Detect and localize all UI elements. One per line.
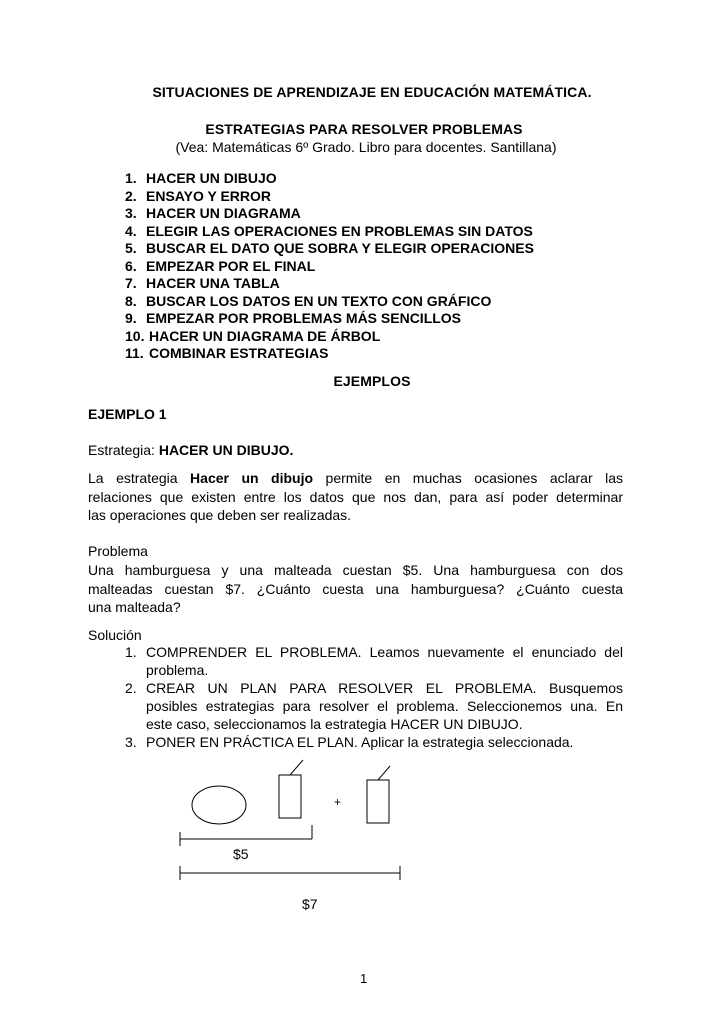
solution-label: Solución [88,627,142,643]
document-title: SITUACIONES DE APRENDIZAJE EN EDUCACIÓN MATEMÁTICA. [152,84,592,100]
examples-heading: EJEMPLOS [333,373,411,389]
list-item: 10. HACER UN DIAGRAMA DE ÁRBOL [125,327,381,344]
list-item: 1. HACER UN DIBUJO [125,170,277,186]
plus-sign: + [334,795,342,809]
milkshake-rect [279,775,301,818]
list-item: 6. EMPEZAR POR EL FINAL [125,257,316,274]
amount-five-label: $5 [233,846,249,862]
problem-label: Problema [88,543,148,559]
milkshake-rect [367,780,389,823]
list-item: 8. BUSCAR LOS DATOS EN UN TEXTO CON GRÁFICO [125,292,492,309]
amount-seven-label: $7 [302,896,318,912]
list-item: 5. BUSCAR EL DATO QUE SOBRA Y ELEGIR OPERACIONES [125,240,534,256]
example-heading: EJEMPLO 1 [88,406,167,422]
problem-paragraph: Una hamburguesa y una malteada cuestan $5. Una hamburguesa con dos malteadas cuestan $7. ¿Cuánto cuesta una hamburguesa? ¿Cuánto cuesta una malteada? [88,562,623,615]
document-page: SITUACIONES DE APRENDIZAJE EN EDUCACIÓN MATEMÁTICA. ESTRATEGIAS PARA RESOLVER PROBLEMAS (Vea: Matemáticas 6º Grado. Libro para docentes. Santillana) 1. HACER UN DIBUJO 2. ENSAYO Y ERROR 3. HACER UN DIAGRAMA 4. ELEGIR LAS OPERACIONES EN PROBLEMAS SIN DATOS 5. BUSCAR EL DATO QUE SOBRA Y ELEGIR OPERACIONES 6. EMPEZAR POR EL FINAL 7. HACER UNA TABLA 8. BUSCAR LOS DATOS EN UN TEXTO CON GRÁFICO 9. EMPEZAR POR PROBLEMAS MÁS SENCILLOS 10. HACER UN DIAGRAMA DE ÁRBOL 11. COMBINAR ESTRATEGIAS EJEMPLOS EJEMPLO 1 Estrategia: HACER UN DIBUJO. La estrategia Hacer un dibujo permite en muchas ocasiones aclarar las relaciones que existen entre los datos que nos dan, para así poder determinar las operaciones que deben ser realizadas. Problema Una hamburguesa y una malteada cuestan $5. Una hamburguesa con dos malteadas cuestan $7. ¿Cuánto cuesta una hamburguesa? ¿Cuánto cuesta una malteada? Solución 1. COMPRENDER EL PROBLEMA. Leamos nuevamente el enunciado del problema. 2. CREAR UN PLAN PARA RESOLVER EL PROBLEMA. Busquemos posibles estrategias para resolver el problema. Seleccionemos una. En este caso, seleccionamos la estrategia HACER UN DIBUJO. 3. PONER EN PRÁCTICA EL PLAN. Aplicar la estrategia seleccionada. + $5 $7 1 [0,0,728,1028]
page-number: 1 [360,971,368,986]
reference-note: (Vea: Matemáticas 6º Grado. Libro para docentes. Santillana) [175,139,557,155]
intro-paragraph: La estrategia Hacer un dibujo permite en muchas ocasiones aclarar las relaciones que existen entre los datos que nos dan, para así poder determinar las operaciones que deben ser realizadas. [88,470,623,523]
hamburger-ellipse [192,786,246,824]
list-item: 4. ELEGIR LAS OPERACIONES EN PROBLEMAS SIN DATOS [125,222,533,239]
strategy-name: HACER UN DIBUJO. [158,442,294,458]
milkshake-straw [378,766,390,780]
list-item: 9. EMPEZAR POR PROBLEMAS MÁS SENCILLOS [125,310,462,326]
list-item: 2. ENSAYO Y ERROR [125,187,272,204]
list-item: 11. COMBINAR ESTRATEGIAS [125,345,329,361]
list-item: 3. HACER UN DIAGRAMA [125,205,301,221]
milkshake-straw [290,760,303,775]
strategy-label: Estrategia: [88,442,159,458]
list-item: 7. HACER UNA TABLA [125,275,280,291]
document-subtitle: ESTRATEGIAS PARA RESOLVER PROBLEMAS [205,121,523,137]
